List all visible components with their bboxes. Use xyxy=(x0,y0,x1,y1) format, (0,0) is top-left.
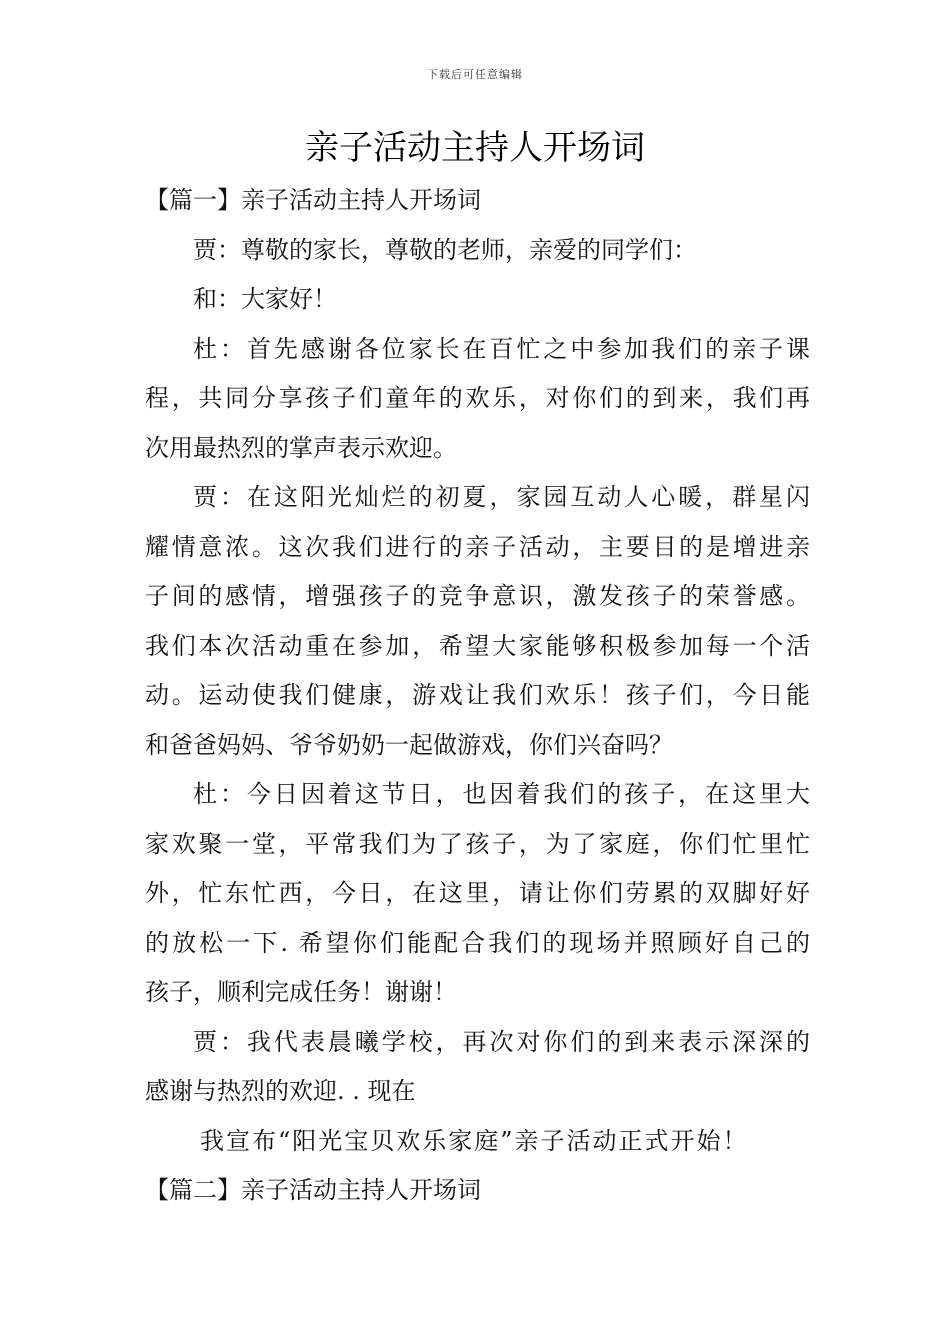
paragraph-line: 外，忙东忙西，今日，在这里，请让你们劳累的双脚好好 xyxy=(145,879,810,907)
paragraph-line: 孩子，顺利完成任务！谢谢！ xyxy=(145,978,457,1006)
paragraph-line: 和爸爸妈妈、爷爷奶奶一起做游戏，你们兴奋吗？ xyxy=(145,730,673,759)
paragraph-line: 感谢与热烈的欢迎. . 现在 xyxy=(145,1077,416,1105)
paragraph-line: 我们本次活动重在参加，希望大家能够积极参加每一个活 xyxy=(145,631,810,660)
document-body xyxy=(145,176,810,1216)
paragraph-line: 杜：首先感谢各位家长在百忙之中参加我们的亲子课 xyxy=(193,334,810,363)
paragraph-line: 动。运动使我们健康，游戏让我们欢乐！孩子们，今日能 xyxy=(145,681,810,709)
section-heading-2: 【篇二】亲子活动主持人开场词 xyxy=(145,1176,481,1204)
paragraph-line: 次用最热烈的掌声表示欢迎。 xyxy=(145,433,457,462)
paragraph-line: 贾：我代表晨曦学校，再次对你们的到来表示深深的 xyxy=(193,1027,810,1056)
paragraph-line: 家欢聚一堂，平常我们为了孩子，为了家庭，你们忙里忙 xyxy=(145,829,810,858)
paragraph-line: 程，共同分享孩子们童年的欢乐，对你们的到来，我们再 xyxy=(145,384,810,412)
paragraph-line: 子间的感情，增强孩子的竞争意识，激发孩子的荣誉感。 xyxy=(145,582,810,610)
header-note: 下载后可任意编辑 xyxy=(427,68,523,81)
paragraph-line: 和：大家好！ xyxy=(193,285,337,313)
paragraph-line: 的放松一下. 希望你们能配合我们的现场并照顾好自己的 xyxy=(145,928,810,957)
paragraph-line: 耀情意浓。这次我们进行的亲子活动，主要目的是增进亲 xyxy=(145,532,810,561)
section-heading-1: 【篇一】亲子活动主持人开场词 xyxy=(145,186,481,214)
paragraph-line: 我宣布“阳光宝贝欢乐家庭”亲子活动正式开始！ xyxy=(200,1126,749,1155)
document-title: 亲子活动主持人开场词 xyxy=(305,128,645,168)
paragraph-line: 贾：尊敬的家长，尊敬的老师，亲爱的同学们： xyxy=(193,235,697,264)
paragraph-line: 杜：今日因着这节日，也因着我们的孩子，在这里大 xyxy=(193,780,810,808)
paragraph-line: 贾：在这阳光灿烂的初夏，家园互动人心暖，群星闪 xyxy=(193,483,810,511)
